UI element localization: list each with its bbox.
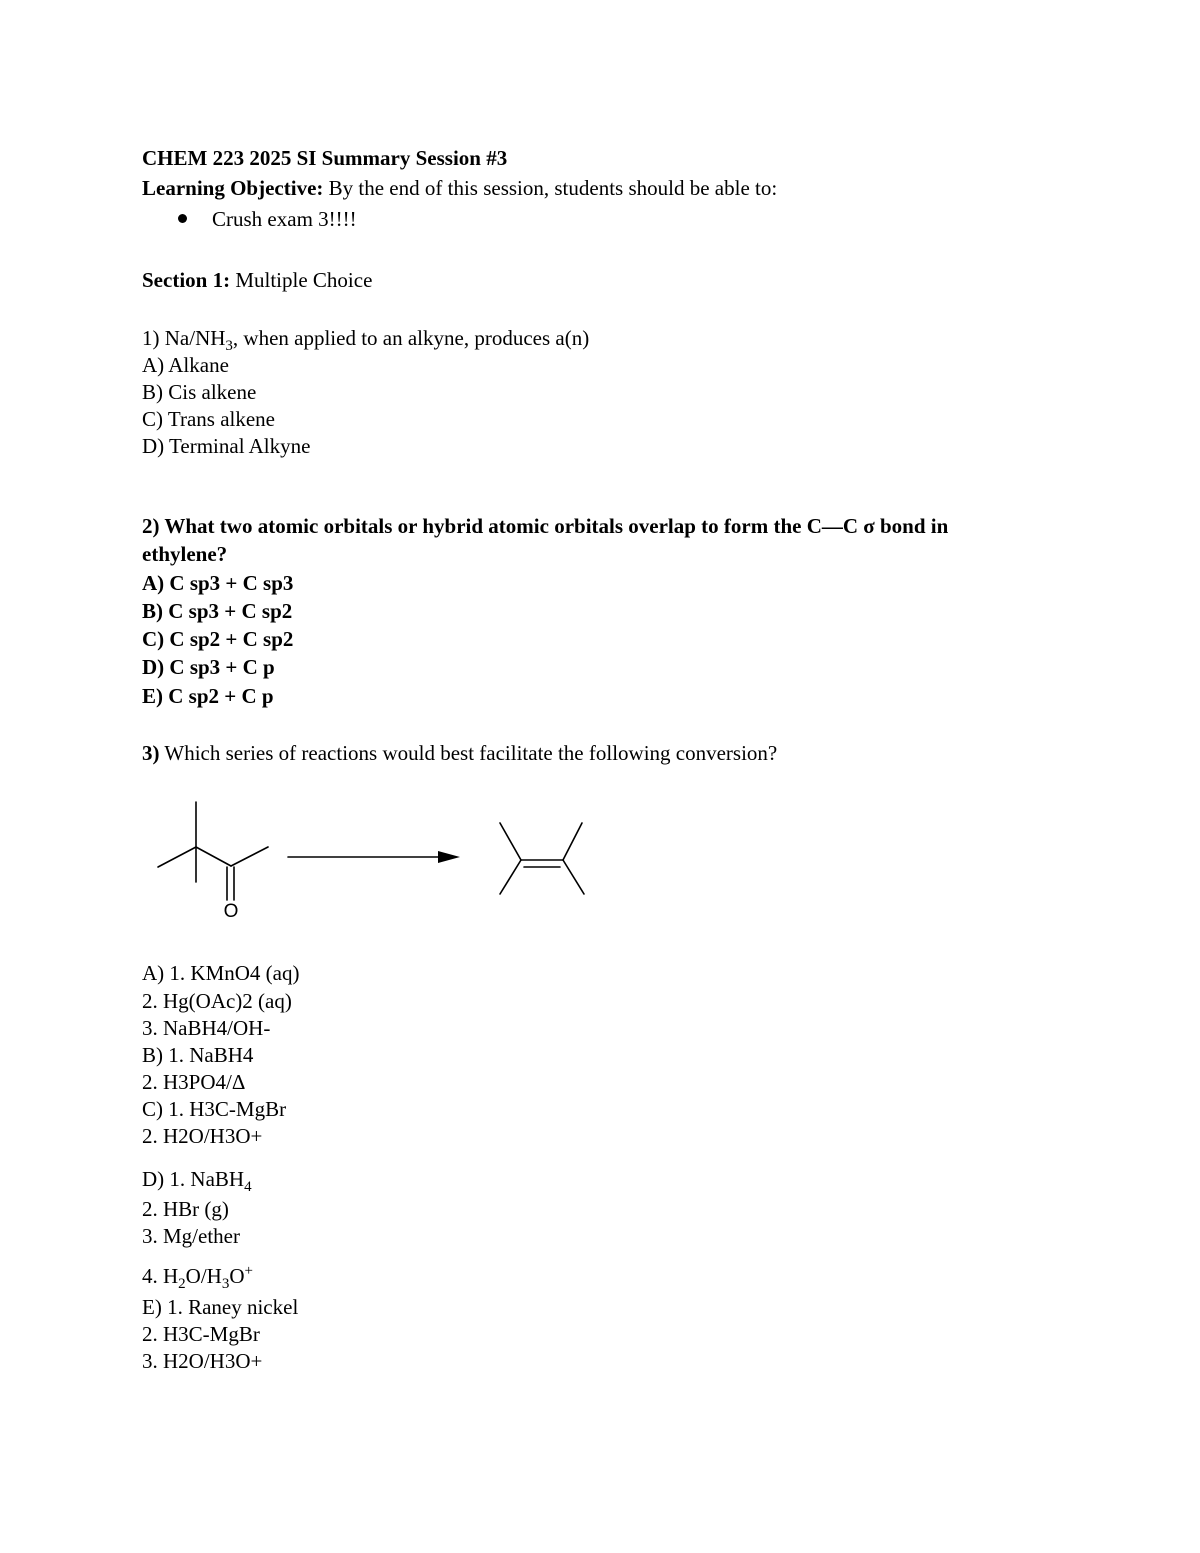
section-title: Multiple Choice [230, 268, 373, 292]
learning-objective [142, 178, 777, 199]
reactant-bond [231, 847, 268, 866]
q1-option-d: D) Terminal Alkyne [142, 434, 311, 458]
q2-option-a: A) C sp3 + C sp3 [142, 571, 294, 595]
q3-option-a-step3: 3. NaBH4/OH- [142, 1016, 271, 1040]
q3-option-e-step1: E) 1. Raney nickel [142, 1295, 299, 1319]
q2-option-d: D) C sp3 + C p [142, 655, 275, 679]
product-bond [500, 860, 521, 894]
q3-option-a-step2: 2. Hg(OAc)2 (aq) [142, 989, 292, 1013]
reaction-diagram [140, 790, 610, 930]
q3-option-c-step1: C) 1. H3C-MgBr [142, 1097, 287, 1121]
q3-option-d-step2: 2. HBr (g) [142, 1197, 229, 1221]
q3-option-b-step2: 2. H3PO4/Δ [142, 1070, 246, 1094]
q3-option-d-step4: 4. $H_2O/H_3O^+$ [142, 1263, 253, 1293]
learning-objective-text: By the end of this session, students should be able to: [323, 176, 778, 200]
q3-option-e-step2: 2. H3C-MgBr [142, 1322, 260, 1346]
q1-option-b: B) Cis alkene [142, 380, 257, 404]
section-heading [142, 270, 372, 291]
question-2-line2: ethylene? [142, 542, 228, 566]
q3-option-a-step1: A) 1. KMnO4 (aq) [142, 961, 300, 985]
oxygen-label: O [223, 901, 239, 922]
learning-objective-label: Learning Objective: [142, 176, 324, 200]
q3-option-b-step1: B) 1. NaBH4 [142, 1043, 254, 1067]
question-3: 3) Which series of reactions would best facilitate the following conversion? [142, 741, 778, 765]
q3-option-c-step2: 2. H2O/H3O+ [142, 1124, 263, 1148]
q1-option-a: A) Alkane [142, 353, 229, 377]
q1-option-c: C) Trans alkene [142, 407, 275, 431]
section-label: Section 1: [142, 268, 231, 292]
reactant-bond [158, 847, 196, 867]
q3-option-d-step1: D) 1. NaBH$_4$ [142, 1167, 252, 1196]
q2-option-e: E) C sp2 + C p [142, 684, 274, 708]
product-bond [500, 823, 521, 860]
product-bond [563, 860, 584, 894]
bullet-icon [178, 214, 187, 223]
product-bond [563, 823, 582, 860]
q3-option-d-step3: 3. Mg/ether [142, 1224, 240, 1248]
arrow-head-icon [438, 851, 460, 863]
q2-option-b: B) C sp3 + C sp2 [142, 599, 293, 623]
objective-item: Crush exam 3!!!! [212, 207, 357, 231]
question-1: 1) $Na/NH_3$, when applied to an alkyne, produces a(n) [142, 326, 590, 355]
reactant-bond [196, 847, 231, 866]
question-2-line1: 2) What two atomic orbitals or hybrid atomic orbitals overlap to form the C—C σ bond in [142, 514, 949, 538]
q3-option-e-step3: 3. H2O/H3O+ [142, 1349, 263, 1373]
document-title: CHEM 223 2025 SI Summary Session #3 [142, 146, 508, 170]
q2-option-c: C) C sp2 + C sp2 [142, 627, 294, 651]
